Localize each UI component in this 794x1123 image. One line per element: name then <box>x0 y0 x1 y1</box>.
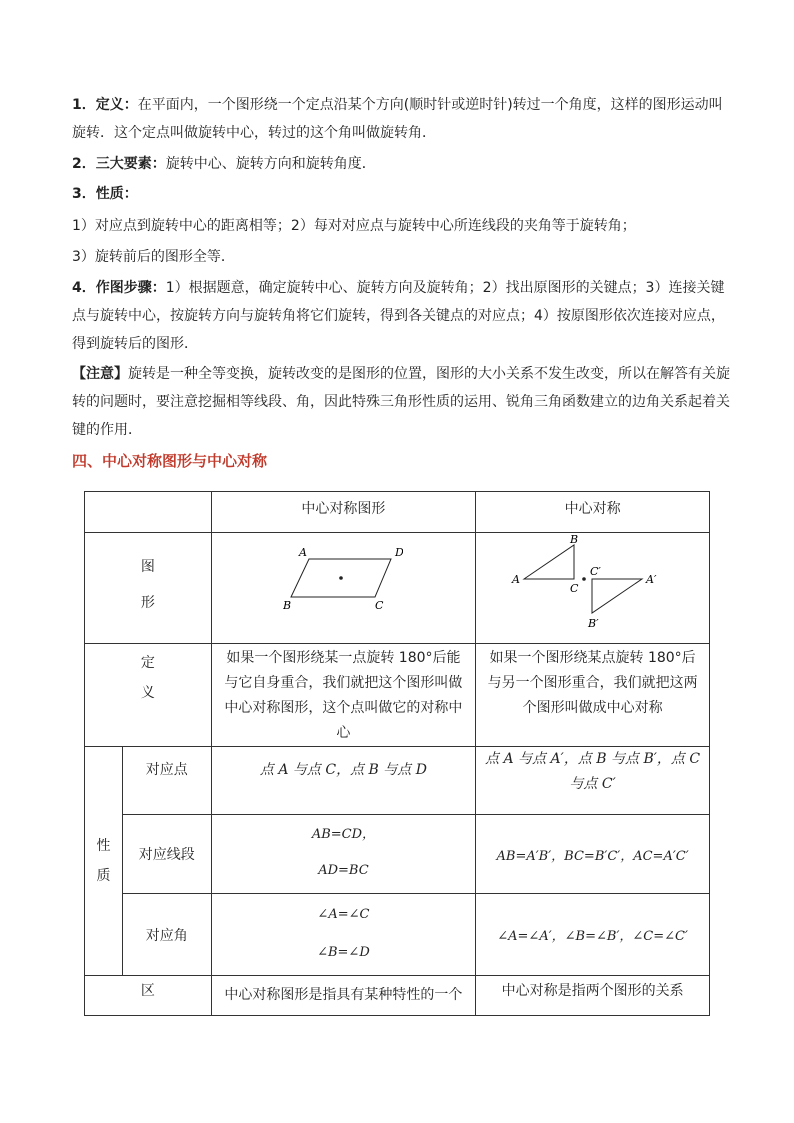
difference-col1: 中心对称图形是指具有某种特性的一个 <box>211 976 476 1016</box>
difference-col2: 中心对称是指两个图形的关系 <box>476 976 710 1016</box>
property-row-points <box>85 747 710 815</box>
corresponding-angles-label: 对应角 <box>122 894 211 976</box>
triangle-ABC <box>524 545 574 579</box>
corresponding-points-col1: 点 A 与点 C，点 B 与点 D <box>211 747 476 815</box>
property-label-char-1: 性 <box>96 838 111 854</box>
definition-label-char-1: 定 <box>140 655 155 671</box>
segments-col1-line2: AD=BC <box>318 863 369 878</box>
elements-text: 旋转中心、旋转方向和旋转角度． <box>165 156 376 172</box>
figure-label-char-1: 图 <box>140 559 155 575</box>
header-empty-cell <box>85 492 212 533</box>
header-col2: 中心对称 <box>476 492 710 533</box>
note-paragraph <box>72 360 732 444</box>
parallelogram-figure <box>283 545 403 625</box>
label-C-prime: C′ <box>589 565 601 578</box>
angles-col1-line1: ∠A=∠C <box>317 907 370 922</box>
elements-label: 2．三大要素： <box>72 156 166 172</box>
drawing-steps-label: 4．作图步骤： <box>72 280 166 296</box>
corresponding-points-col2: 点 A 与点 A′，点 B 与点 B′，点 C 与点 C′ <box>476 747 710 815</box>
corresponding-segments-col1 <box>211 815 476 894</box>
property-row-segments <box>85 815 710 894</box>
label-D: D <box>395 546 404 559</box>
definition-row <box>85 644 710 747</box>
definition-label: 1．定义： <box>72 97 138 113</box>
elements-paragraph <box>72 150 732 178</box>
label-A-tri: A <box>511 573 520 586</box>
drawing-steps-text: 1）根据题意，确定旋转中心、旋转方向及旋转角；2）找出原图形的关键点；3）连接关键点与旋转中心，按旋转方向与旋转角将它们旋转，得到各关键点的对应点；4）按原图形依次连接对应点，得到旋转后的图形． <box>72 280 725 352</box>
difference-row <box>85 976 710 1016</box>
triangles-figure-cell <box>476 533 710 644</box>
property-2: 3）旋转前后的图形全等． <box>72 249 235 265</box>
angles-col1-line2: ∠B=∠D <box>317 945 370 960</box>
definition-col2: 如果一个图形绕某点旋转 180°后与另一个图形重合，我们就把这两个图形叫做成中心对称 <box>476 644 710 747</box>
properties-label: 3．性质： <box>72 186 138 202</box>
center-point <box>340 576 344 580</box>
properties-heading <box>72 180 732 208</box>
note-text: 旋转是一种全等变换，旋转改变的是图形的位置，图形的大小关系不发生改变，所以在解答有关旋转的问题时，要注意挖掘相等线段、角，因此特殊三角形性质的运用、锐角三角函数建立的边角关系起着关键的作用． <box>72 366 730 438</box>
note-label: 【注意】 <box>72 366 128 382</box>
comparison-table <box>84 491 710 1016</box>
property-label-char-2: 质 <box>96 868 111 884</box>
label-B: B <box>283 599 292 612</box>
label-C-tri: C <box>569 582 579 595</box>
parallelogram-figure-cell <box>211 533 476 644</box>
corresponding-segments-col2: AB=A′B′，BC=B′C′，AC=A′C′ <box>476 815 710 894</box>
corresponding-angles-col2: ∠A=∠A′，∠B=∠B′，∠C=∠C′ <box>476 894 710 976</box>
property-row-angles <box>85 894 710 976</box>
label-B-tri: B <box>569 535 578 546</box>
section-title: 四、中心对称图形与中心对称 <box>72 452 268 470</box>
difference-row-label: 区 <box>85 976 212 1016</box>
corresponding-segments-label: 对应线段 <box>122 815 211 894</box>
segments-col1-line1: AB=CD， <box>311 827 376 842</box>
corresponding-angles-col1 <box>211 894 476 976</box>
table-header-row <box>85 492 710 533</box>
header-col1: 中心对称图形 <box>211 492 476 533</box>
label-A: A <box>299 546 308 559</box>
definition-label-char-2: 义 <box>140 685 155 701</box>
symmetry-center-point <box>582 577 586 581</box>
definition-row-label <box>85 644 212 747</box>
triangle-A2B2C2 <box>592 579 642 613</box>
label-B-prime: B′ <box>587 617 599 630</box>
figure-row-label <box>85 533 212 644</box>
definition-text: 在平面内，一个图形绕一个定点沿某个方向(顺时针或逆时针)转过一个角度，这样的图形运动叫旋转．这个定点叫做旋转中心，转过的这个角叫做旋转角． <box>72 97 723 141</box>
drawing-steps-paragraph <box>72 274 732 358</box>
label-A-prime: A′ <box>645 573 657 586</box>
label-C: C <box>375 599 384 612</box>
definition-paragraph <box>72 91 732 147</box>
figure-row <box>85 533 710 644</box>
definition-col1: 如果一个图形绕某一点旋转 180°后能与它自身重合，我们就把这个图形叫做中心对称图形，这个点叫做它的对称中心 <box>211 644 476 747</box>
property-1: 1）对应点到旋转中心的距离相等；2）每对对应点与旋转中心所连线段的夹角等于旋转角； <box>72 218 636 234</box>
figure-label-char-2: 形 <box>140 595 155 611</box>
corresponding-points-label: 对应点 <box>122 747 211 815</box>
triangles-figure <box>508 535 678 635</box>
property-group-label <box>85 747 123 976</box>
